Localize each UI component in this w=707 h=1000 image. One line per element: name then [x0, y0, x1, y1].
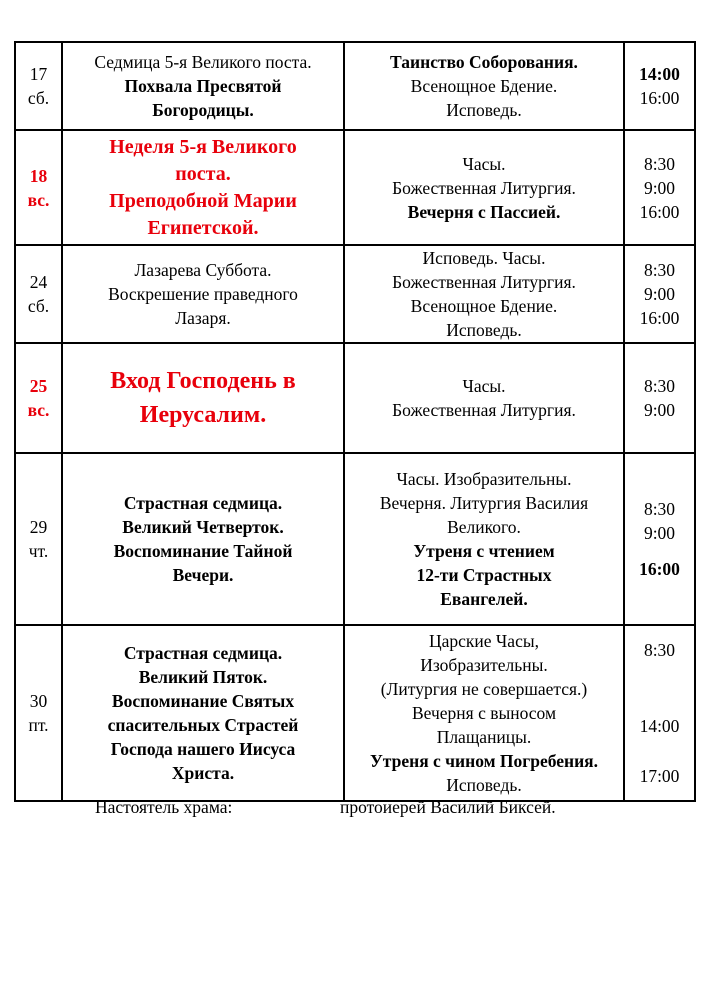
- service-line: Божественная Литургия.: [392, 272, 576, 292]
- times-cell: [624, 42, 695, 130]
- service-line: Всенощное Бдение.: [410, 76, 558, 96]
- service-line: Плащаницы.: [436, 727, 532, 747]
- feast-line: Вход Господень в: [110, 368, 296, 394]
- service-line: Утреня с чином Погребения.: [369, 751, 599, 771]
- service-line: Евангелей.: [440, 589, 528, 609]
- service-line: Вечерня. Литургия Василия: [379, 493, 589, 513]
- table-row: [15, 130, 695, 245]
- service-line: (Литургия не совершается.): [380, 679, 588, 699]
- time-line: 8:30: [643, 499, 676, 519]
- services-cell: [344, 453, 624, 625]
- service-line: Изобразительны.: [420, 655, 548, 675]
- spacer: [625, 662, 694, 688]
- feast-line: Страстная седмица.: [123, 493, 283, 513]
- service-line: Таинство Соборования.: [390, 52, 578, 72]
- service-line: Часы.: [462, 153, 506, 174]
- service-line: Часы.: [462, 376, 506, 396]
- service-line: Исповедь.: [446, 100, 522, 120]
- feast-line: Великий Четверток.: [122, 517, 284, 537]
- feast-line: Господа нашего Иисуса: [110, 739, 296, 759]
- feast-line: Неделя 5-я Великого: [109, 135, 297, 158]
- time-line: 14:00: [639, 64, 680, 84]
- table-row: [15, 245, 695, 343]
- date-number: 24: [29, 272, 48, 292]
- date-cell: [15, 130, 62, 245]
- date-weekday: вс.: [27, 189, 50, 210]
- feast-cell: [62, 625, 344, 801]
- service-line: Великого.: [447, 517, 521, 537]
- date-cell: [15, 245, 62, 343]
- table-row: [15, 343, 695, 453]
- time-line: 9:00: [643, 523, 676, 543]
- feast-line: Лазаря.: [175, 308, 231, 328]
- feast-line: поста.: [175, 162, 231, 185]
- service-line: Часы. Изобразительны.: [396, 469, 572, 489]
- service-line: 12-ти Страстных: [416, 565, 552, 585]
- table-row: [15, 625, 695, 801]
- feast-cell: [62, 130, 344, 245]
- time-line: 9:00: [643, 400, 676, 420]
- time-line: 16:00: [639, 201, 680, 222]
- feast-line: Воскрешение праведного: [108, 284, 298, 304]
- table-row: [15, 42, 695, 130]
- services-cell: [344, 42, 624, 130]
- services-cell: [344, 343, 624, 453]
- date-weekday: вс.: [27, 400, 50, 420]
- feast-line: Лазарева Суббота.: [134, 260, 272, 280]
- date-number: 25: [29, 376, 48, 396]
- services-cell: [344, 130, 624, 245]
- service-line: Утреня с чтением: [413, 541, 555, 561]
- services-cell: [344, 625, 624, 801]
- footer-label: Настоятель храма:: [95, 797, 233, 817]
- time-line: 17:00: [639, 766, 680, 786]
- spacer: [625, 545, 694, 557]
- feast-line: Воспоминание Святых: [111, 691, 295, 711]
- date-cell: [15, 453, 62, 625]
- times-cell: [624, 245, 695, 343]
- time-line: 8:30: [643, 153, 676, 174]
- date-number: 17: [29, 64, 48, 84]
- service-line: Всенощное Бдение.: [410, 296, 558, 316]
- time-line: 16:00: [639, 88, 680, 108]
- spacer: [625, 688, 694, 714]
- feast-line: Богородицы.: [152, 100, 254, 120]
- time-line: 9:00: [643, 177, 676, 198]
- times-cell: [624, 343, 695, 453]
- time-line: 8:30: [643, 260, 676, 280]
- feast-line: Вечери.: [172, 565, 234, 585]
- date-weekday: пт.: [28, 715, 49, 735]
- service-line: Исповедь. Часы.: [422, 248, 546, 268]
- service-line: Исповедь.: [446, 775, 522, 795]
- feast-line: Египетской.: [147, 216, 259, 239]
- service-line: Божественная Литургия.: [392, 177, 576, 198]
- service-line: Вечерня с выносом: [411, 703, 557, 723]
- service-line: Исповедь.: [446, 320, 522, 340]
- date-weekday: сб.: [27, 88, 50, 108]
- service-line: Вечерня с Пассией.: [407, 201, 561, 222]
- feast-line: Седмица 5-я Великого поста.: [94, 52, 312, 72]
- table-row: [15, 453, 695, 625]
- feast-line: Похвала Пресвятой: [124, 76, 282, 96]
- feast-cell: [62, 453, 344, 625]
- date-number: 18: [29, 165, 48, 186]
- feast-line: спасительных Страстей: [107, 715, 299, 735]
- date-weekday: сб.: [27, 296, 50, 316]
- service-line: Царские Часы,: [429, 631, 539, 651]
- time-line: 16:00: [639, 308, 680, 328]
- date-number: 30: [29, 691, 48, 711]
- times-cell: [624, 453, 695, 625]
- schedule-table: [14, 41, 696, 802]
- feast-line: Воспоминание Тайной: [113, 541, 293, 561]
- date-weekday: чт.: [28, 541, 49, 561]
- footer: [0, 797, 707, 821]
- feast-line: Великий Пяток.: [138, 667, 268, 687]
- date-cell: [15, 625, 62, 801]
- feast-line: Страстная седмица.: [123, 643, 283, 663]
- time-line: 8:30: [643, 640, 676, 660]
- time-line: 14:00: [639, 716, 680, 736]
- time-line: 16:00: [639, 559, 680, 579]
- times-cell: [624, 130, 695, 245]
- footer-signature: протоиерей Василий Биксей.: [340, 797, 556, 817]
- spacer: [625, 738, 694, 764]
- service-line: Божественная Литургия.: [392, 400, 576, 420]
- services-cell: [344, 245, 624, 343]
- feast-cell: [62, 245, 344, 343]
- feast-cell: [62, 42, 344, 130]
- time-line: 8:30: [643, 376, 676, 396]
- time-line: 9:00: [643, 284, 676, 304]
- date-cell: [15, 42, 62, 130]
- feast-line: Преподобной Марии: [109, 189, 297, 212]
- feast-line: Иерусалим.: [139, 402, 267, 428]
- date-cell: [15, 343, 62, 453]
- feast-cell: [62, 343, 344, 453]
- date-number: 29: [29, 517, 48, 537]
- times-cell: [624, 625, 695, 801]
- feast-line: Христа.: [171, 763, 235, 783]
